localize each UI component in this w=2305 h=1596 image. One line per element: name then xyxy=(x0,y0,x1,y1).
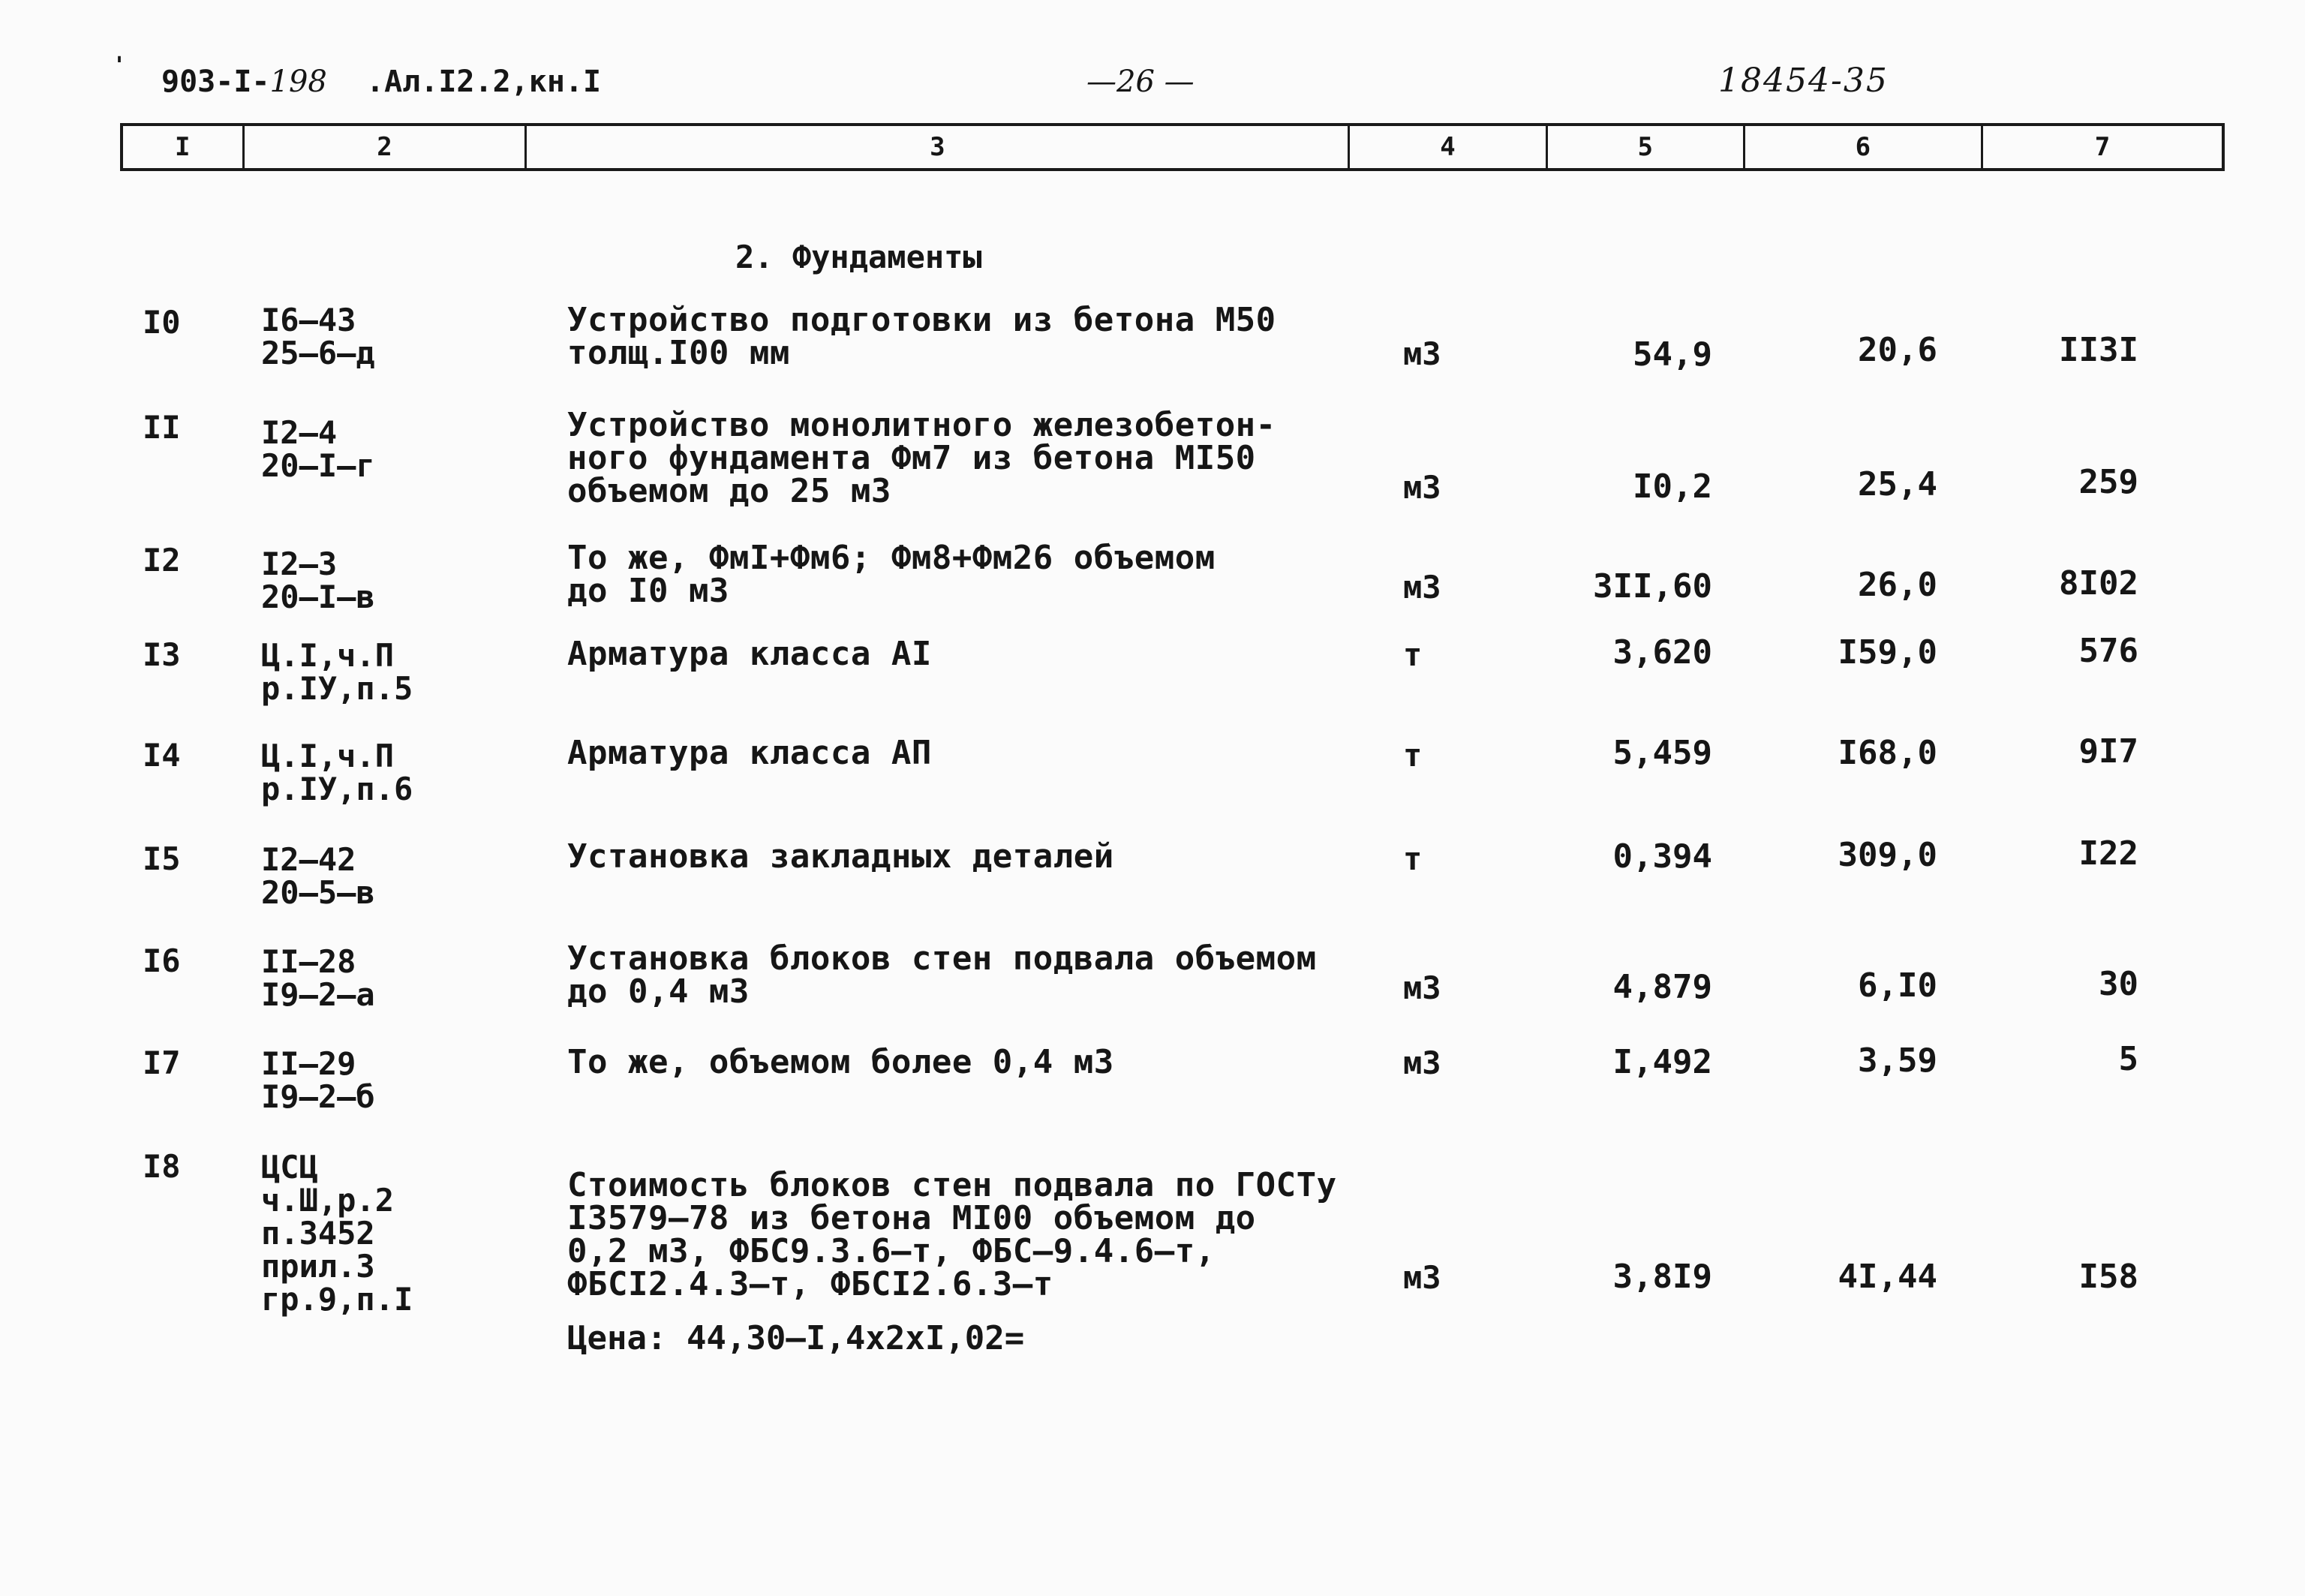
unit-price: 25,4 xyxy=(1858,465,1937,503)
norm-code: I6–43 25–6–д xyxy=(261,302,375,371)
total-cost: 5 xyxy=(2118,1040,2138,1078)
quantity: 4,879 xyxy=(1612,968,1712,1006)
unit-price: 6,I0 xyxy=(1858,966,1937,1005)
column-number: 6 xyxy=(1745,126,1983,168)
unit: м3 xyxy=(1403,969,1441,1006)
total-cost: 30 xyxy=(2099,965,2138,1003)
doc-code-prefix: 903-I- xyxy=(161,65,270,99)
document-reference: .Ал.I2.2,кн.I xyxy=(366,65,602,99)
total-cost: 9I7 xyxy=(2078,732,2138,771)
work-description: Установка блоков стен подвала объемом до 0,4 м3 xyxy=(567,939,1317,1011)
row-number: I5 xyxy=(143,840,181,877)
document-code xyxy=(161,65,327,99)
total-cost: I58 xyxy=(2078,1258,2138,1296)
doc-code-handwritten: 198 xyxy=(269,65,327,99)
unit-price: 4I,44 xyxy=(1838,1258,1937,1296)
norm-code: II–28 I9–2–а xyxy=(261,943,375,1013)
total-cost: 8I02 xyxy=(2059,564,2138,603)
unit: м3 xyxy=(1403,1044,1441,1081)
unit-price: 20,6 xyxy=(1858,331,1937,369)
norm-code: Ц.I,ч.П р.IУ,п.6 xyxy=(261,738,413,807)
quantity: 3II,60 xyxy=(1593,567,1712,606)
column-number: 7 xyxy=(2094,132,2111,162)
work-description: Арматура класса АП xyxy=(567,734,932,772)
unit: м3 xyxy=(1403,335,1441,372)
unit-price: I59,0 xyxy=(1838,633,1937,672)
work-description: Устройство монолитного железобетон- ного фундамента Фм7 из бетона МI50 объемом до 25 м3 xyxy=(567,406,1276,510)
total-cost: I22 xyxy=(2078,834,2138,873)
row-number: I2 xyxy=(143,542,181,579)
work-description: Стоимость блоков стен подвала по ГОСТу I3579–78 из бетона МI00 объемом до 0,2 м3, ФБС9.3.6–т, ФБС–9.4.6–т, ФБСI2.4.3–т, ФБСI2.6.3–т xyxy=(567,1166,1337,1303)
quantity: 5,459 xyxy=(1612,734,1712,772)
work-description: Арматура класса АI xyxy=(567,635,932,673)
row-number: I8 xyxy=(143,1148,181,1185)
unit: м3 xyxy=(1403,1259,1441,1296)
quantity: I0,2 xyxy=(1633,467,1712,506)
unit: м3 xyxy=(1403,469,1441,506)
norm-code: I2–4 20–I–г xyxy=(261,414,375,484)
unit: м3 xyxy=(1403,569,1441,606)
row-number: I3 xyxy=(143,636,181,673)
column-number: 2 xyxy=(245,126,527,168)
archive-number: 18454-35 xyxy=(1718,62,1889,100)
page-number: —26 — xyxy=(1086,65,1195,99)
norm-code: I2–42 20–5–в xyxy=(261,841,375,911)
work-description: То же, объемом более 0,4 м3 xyxy=(567,1043,1114,1081)
total-cost: 576 xyxy=(2078,632,2138,670)
column-number: 4 xyxy=(1350,126,1547,168)
unit-price: 3,59 xyxy=(1858,1041,1937,1080)
unit: т xyxy=(1403,636,1423,673)
column-number-strip xyxy=(120,123,2225,171)
norm-code: II–29 I9–2–б xyxy=(261,1045,375,1115)
quantity: 54,9 xyxy=(1633,335,1712,374)
unit: т xyxy=(1403,737,1423,774)
row-number: II xyxy=(143,409,181,446)
work-description: Устройство подготовки из бетона М50 толщ.I00 мм xyxy=(567,301,1276,372)
row-number: I4 xyxy=(143,737,181,774)
unit: т xyxy=(1403,840,1423,877)
unit-price: 26,0 xyxy=(1858,566,1937,604)
norm-code: ЦСЦ ч.Ш,р.2 п.3452 прил.3 гр.9,п.I xyxy=(261,1149,413,1318)
row-number: I7 xyxy=(143,1044,181,1081)
column-number: 3 xyxy=(527,126,1350,168)
row-number: I6 xyxy=(143,942,181,979)
work-description: Установка закладных деталей xyxy=(567,837,1114,876)
column-number: I xyxy=(123,126,245,168)
row-number: I0 xyxy=(143,304,181,341)
work-description: То же, ФмI+Фм6; Фм8+Фм26 объемом до I0 м3 xyxy=(567,539,1216,610)
quantity: 3,8I9 xyxy=(1612,1258,1712,1296)
column-number: 5 xyxy=(1548,126,1745,168)
unit-price: 309,0 xyxy=(1838,836,1937,874)
quantity: 0,394 xyxy=(1612,837,1712,876)
quantity: 3,620 xyxy=(1612,633,1712,672)
norm-code: Ц.I,ч.П р.IУ,п.5 xyxy=(261,637,413,707)
margin-mark: ' xyxy=(113,53,127,79)
price-formula: Цена: 44,30–I,4х2хI,02= xyxy=(567,1319,1025,1357)
total-cost: 259 xyxy=(2078,463,2138,501)
total-cost: II3I xyxy=(2059,331,2138,369)
norm-code: I2–3 20–I–в xyxy=(261,546,375,615)
unit-price: I68,0 xyxy=(1838,734,1937,772)
quantity: I,492 xyxy=(1612,1043,1712,1081)
section-title: 2. Фундаменты xyxy=(735,239,982,275)
